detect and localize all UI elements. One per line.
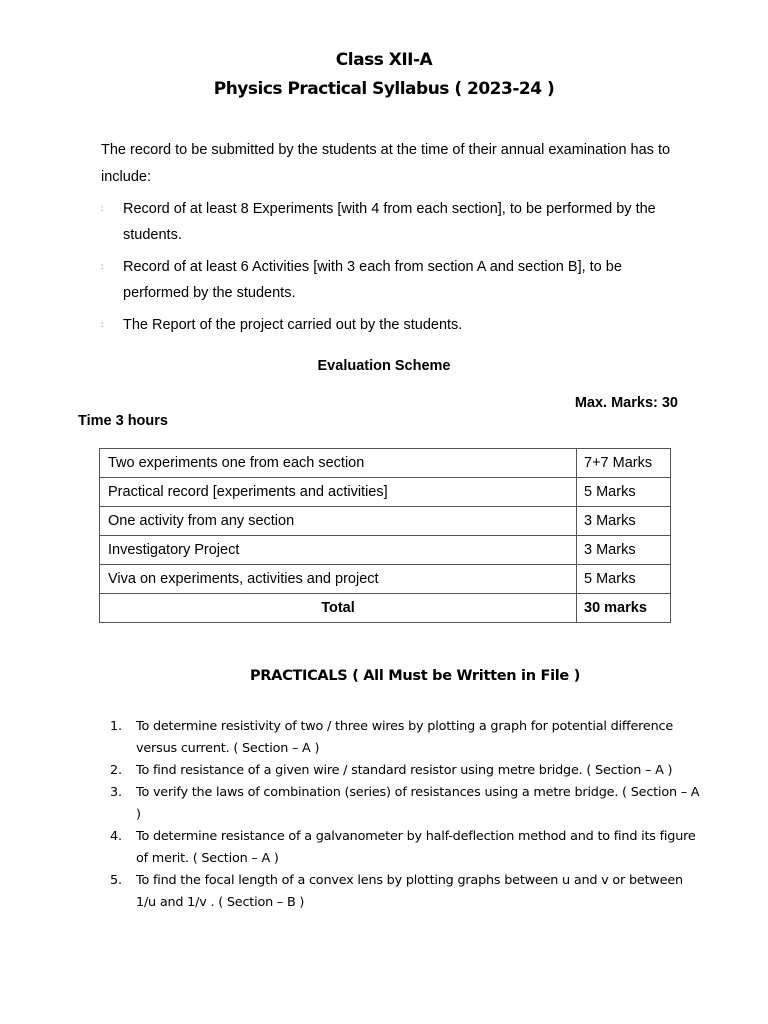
list-item-text: The Report of the project carried out by the students. [123, 317, 463, 333]
class-title: Class XII-A [335, 50, 433, 70]
item-text: To find resistance of a given wire / standard resistor using metre bridge. ( Section – A ) [136, 763, 673, 778]
item-text: To verify the laws of combination (series) of resistances using a metre bridge. ( Section – A ) [136, 785, 700, 822]
bullet-marker: : [101, 262, 104, 271]
item-number: 4. [110, 829, 122, 844]
total-label: Total [100, 594, 577, 623]
table-cell-marks: 7+7 Marks [577, 449, 671, 478]
table-row [100, 565, 671, 594]
list-item-text: Record of at least 8 Experiments [with 4 from each section], to be performed by the students. [123, 201, 656, 243]
item-number: 2. [110, 763, 122, 778]
table-cell-marks: 3 Marks [577, 536, 671, 565]
item-text: To determine resistance of a galvanometer by half-deflection method and to find its figure of merit. ( Section – A ) [136, 829, 696, 866]
table-cell-item: One activity from any section [100, 507, 577, 536]
table-cell-marks: 3 Marks [577, 507, 671, 536]
item-number: 3. [110, 785, 122, 800]
table-cell-item: Two experiments one from each section [100, 449, 577, 478]
max-marks: Max. Marks: 30 [574, 395, 678, 411]
practicals-heading: PRACTICALS ( All Must be Written in File ) [249, 668, 581, 684]
list-item-text: Record of at least 6 Activities [with 3 each from section A and section B], to be performed by the students. [123, 259, 622, 301]
time-allowed: Time 3 hours [78, 413, 168, 429]
table-row [100, 507, 671, 536]
evaluation-heading: Evaluation Scheme [317, 358, 451, 374]
list-item [110, 760, 700, 782]
table-row [100, 536, 671, 565]
table-row [100, 478, 671, 507]
table-row [100, 449, 671, 478]
syllabus-title: Physics Practical Syllabus ( 2023-24 ) [213, 79, 555, 99]
intro-paragraph: The record to be submitted by the students at the time of their annual examination has to include: [101, 142, 671, 185]
practicals-list [110, 716, 700, 914]
item-text: To determine resistivity of two / three wires by plotting a graph for potential difference versus current. ( Section – A ) [136, 719, 674, 756]
table-cell-marks: 5 Marks [577, 478, 671, 507]
table-cell-item: Practical record [experiments and activities] [100, 478, 577, 507]
total-marks: 30 marks [577, 594, 671, 623]
list-item [110, 782, 700, 826]
item-number: 5. [110, 873, 122, 888]
table-cell-item: Investigatory Project [100, 536, 577, 565]
table-cell-marks: 5 Marks [577, 565, 671, 594]
bullet-marker: : [101, 204, 104, 213]
item-number: 1. [110, 719, 122, 734]
list-item [110, 826, 700, 870]
evaluation-table [99, 448, 671, 623]
table-total-row [100, 594, 671, 623]
list-item [110, 716, 700, 760]
item-text: To find the focal length of a convex lens by plotting graphs between u and v or between 1/u and 1/v . ( Section – B ) [136, 873, 683, 910]
list-item [110, 870, 700, 914]
table-cell-item: Viva on experiments, activities and project [100, 565, 577, 594]
bullet-marker: : [101, 320, 104, 329]
